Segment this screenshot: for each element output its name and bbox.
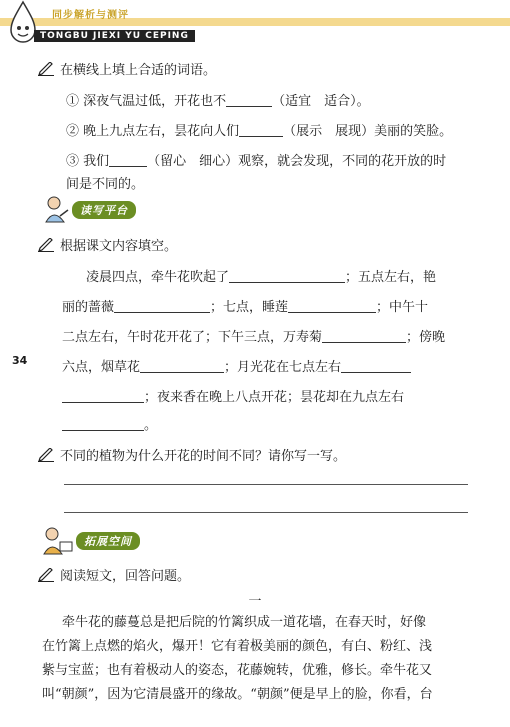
q2-blank-3[interactable] — [288, 298, 376, 313]
passage-line-3: 紫与宝蓝；也有着极动人的姿态，花藤婉转，优雅，修长。牵牛花又 — [42, 663, 433, 678]
q2-line3-text: 二点左右，午时花开花了；下午三点，万寿菊 — [62, 330, 323, 345]
q3-prompt-row — [38, 448, 346, 466]
q3-prompt: 不同的植物为什么开花的时间不同？请你写一写。 — [60, 449, 347, 464]
q1-item1-options: （适宜 适合）。 — [272, 94, 370, 109]
q2-line3-end: ；傍晚 — [406, 330, 446, 345]
q1-item3 — [66, 152, 446, 171]
passage-line-2: 在竹篱上点燃的焰火，爆开！它有着极美丽的颜色，有白、粉红、浅 — [42, 639, 433, 654]
section-reading-writing — [40, 194, 150, 224]
q4-prompt: 阅读短文，回答问题。 — [60, 569, 191, 584]
q2-line1-text: 凌晨四点，牵牛花吹起了 — [86, 270, 230, 285]
q2-blank-7[interactable] — [62, 388, 144, 403]
q1-item2-blank[interactable] — [239, 122, 283, 137]
answer-line-2[interactable] — [64, 512, 468, 513]
section-extension-label: 拓展空间 — [76, 532, 140, 550]
pencil-icon — [38, 448, 54, 462]
passage-line-1: 牵牛花的藤蔓总是把后院的竹篱织成一道花墙，在春天时，好像 — [62, 615, 427, 630]
q1-item2 — [66, 122, 452, 141]
q1-item3-text: ③ 我们 — [66, 154, 110, 169]
q1-item3-blank[interactable] — [109, 152, 147, 167]
section-reading-writing-label: 读写平台 — [72, 201, 136, 219]
q2-line1 — [86, 268, 436, 287]
q1-item1-text: ① 深夜气温过低，开花也不 — [66, 94, 227, 109]
answer-line-1[interactable] — [64, 484, 468, 485]
q1-item1 — [66, 92, 370, 111]
q2-line1-end: ；五点左右，艳 — [345, 270, 437, 285]
q1-item2-options: （展示 展现）美丽的笑脸。 — [283, 124, 453, 139]
q2-blank-5[interactable] — [140, 358, 224, 373]
child-reading-icon — [40, 524, 74, 556]
q2-line2-end: ；中午十 — [376, 300, 429, 315]
pencil-icon — [38, 568, 54, 582]
pencil-icon — [38, 238, 54, 252]
q2-line3 — [62, 328, 445, 347]
q2-line2-mid: ；七点，睡莲 — [210, 300, 289, 315]
q1-item2-text: ② 晚上九点左右，昙花向人们 — [66, 124, 240, 139]
section-extension — [40, 524, 160, 556]
passage-line-4: 叫“朝颜”，因为它清晨盛开的缘故。“朝颜”便是早上的脸，你看，台 — [42, 687, 433, 702]
q2-prompt-row — [38, 238, 177, 256]
q2-line5 — [62, 388, 404, 407]
q2-line5-text: ；夜来香在晚上八点开花；昙花却在九点左右 — [144, 390, 405, 405]
q2-blank-8[interactable] — [62, 416, 144, 431]
q2-blank-4[interactable] — [322, 328, 406, 343]
q2-line4-mid: ；月光花在七点左右 — [224, 360, 342, 375]
header-title: 同步解析与测评 — [52, 10, 129, 21]
q2-line6-end: 。 — [144, 418, 158, 433]
q2-blank-6[interactable] — [341, 358, 411, 373]
pencil-icon — [38, 62, 54, 76]
q1-item3-cont: 间是不同的。 — [66, 177, 145, 192]
page-number: 34 — [12, 354, 28, 367]
q2-line4-text: 六点，烟草花 — [62, 360, 141, 375]
header-subtitle: TONGBU JIEXI YU CEPING — [34, 30, 195, 42]
q2-blank-1[interactable] — [229, 268, 345, 283]
q2-line4 — [62, 358, 411, 377]
q1-prompt: 在横线上填上合适的词语。 — [60, 63, 217, 78]
q2-line6 — [62, 416, 157, 435]
q1-prompt-row — [38, 62, 216, 80]
q2-blank-2[interactable] — [114, 298, 210, 313]
page-header — [0, 0, 510, 48]
q4-prompt-row — [38, 568, 190, 586]
q1-item3-options: （留心 细心）观察，就会发现，不同的花开放的时 — [147, 154, 447, 169]
q2-line2-text: 丽的蔷薇 — [62, 300, 115, 315]
q1-item1-blank[interactable] — [226, 92, 272, 107]
q2-prompt: 根据课文内容填空。 — [60, 239, 178, 254]
child-writing-icon — [40, 194, 70, 224]
passage-part-number: 一 — [248, 594, 262, 609]
q2-line2 — [62, 298, 428, 317]
